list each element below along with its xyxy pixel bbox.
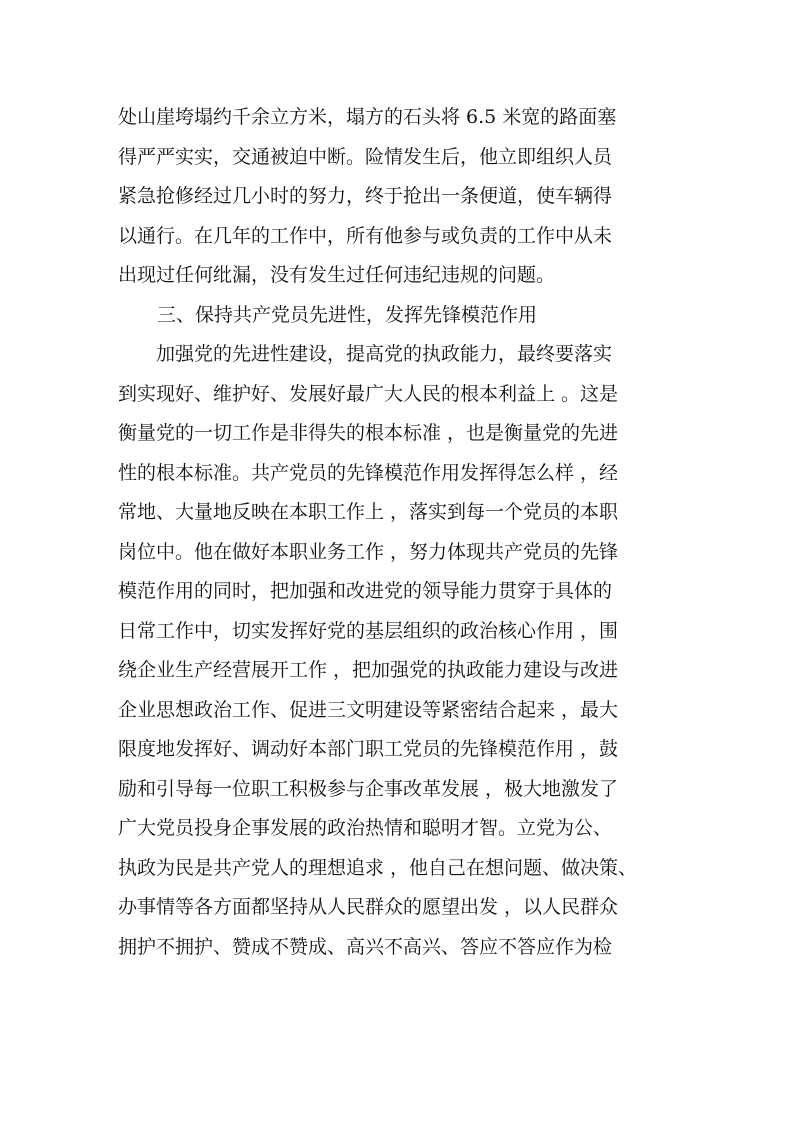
text-line: 限度地发挥好、调动好本部门职工党员的先锋模范作用 ，鼓 bbox=[118, 738, 619, 760]
paragraph-first-line: 加强党的先进性建设，提高党的执政能力，最终要落实 bbox=[156, 343, 613, 365]
text-line: 性的根本标准。共产党员的先锋模范作用发挥得怎么样 ，经 bbox=[118, 461, 619, 484]
text-line: 日常工作中，切实发挥好党的基层组织的政治核心作用 ，围 bbox=[118, 619, 619, 642]
text-line: 模范作用的同时，把加强和改进党的领导能力贯穿于具体的 bbox=[118, 580, 613, 602]
text-line: 常地、大量地反映在本职工作上 ，落实到每一个党员的本职 bbox=[118, 501, 619, 523]
text-line: 得严严实实，交通被迫中断。险情发生后，他立即组织人员 bbox=[118, 145, 613, 168]
text-line: 励和引导每一位职工积极参与企事改革发展 ，极大地激发了 bbox=[118, 777, 619, 800]
text-line: 衡量党的一切工作是非得失的根本标准 ，也是衡量党的先进 bbox=[118, 422, 619, 444]
text-line: 企业思想政治工作、促进三文明建设等紧密结合起来 ，最大 bbox=[118, 698, 619, 721]
section-heading: 三、保持共产党员先进性，发挥先锋模范作用 bbox=[157, 303, 538, 326]
text-line: 紧急抢修经过几小时的努力，终于抢出一条便道，使车辆得 bbox=[118, 185, 613, 207]
text-line: 绕企业生产经营展开工作 ，把加强党的执政能力建设与改进 bbox=[118, 659, 619, 681]
text-line: 处山崖垮塌约千余立方米，塌方的石头将 6.5 米宽的路面塞 bbox=[118, 106, 617, 128]
text-line: 拥护不拥护、赞成不赞成、高兴不高兴、答应不答应作为检 bbox=[118, 935, 613, 958]
text-line: 到实现好、维护好、发展好最广大人民的根本利益上 。这是 bbox=[118, 382, 619, 405]
text-line: 出现过任何纰漏，没有发生过任何违纪违规的问题。 bbox=[118, 264, 556, 286]
document-body bbox=[118, 98, 688, 967]
text-line: 执政为民是共产党人的理想追求 ，他自己在想问题、做决策、 bbox=[118, 856, 638, 879]
text-line: 广大党员投身企事发展的政治热情和聪明才智。立党为公、 bbox=[118, 817, 613, 839]
text-line: 办事情等各方面都坚持从人民群众的愿望出发 ，以人民群众 bbox=[118, 896, 619, 918]
text-line: 以通行。在几年的工作中，所有他参与或负责的工作中从未 bbox=[118, 224, 613, 247]
text-line: 岗位中。他在做好本职业务工作 ，努力体现共产党员的先锋 bbox=[118, 540, 619, 563]
